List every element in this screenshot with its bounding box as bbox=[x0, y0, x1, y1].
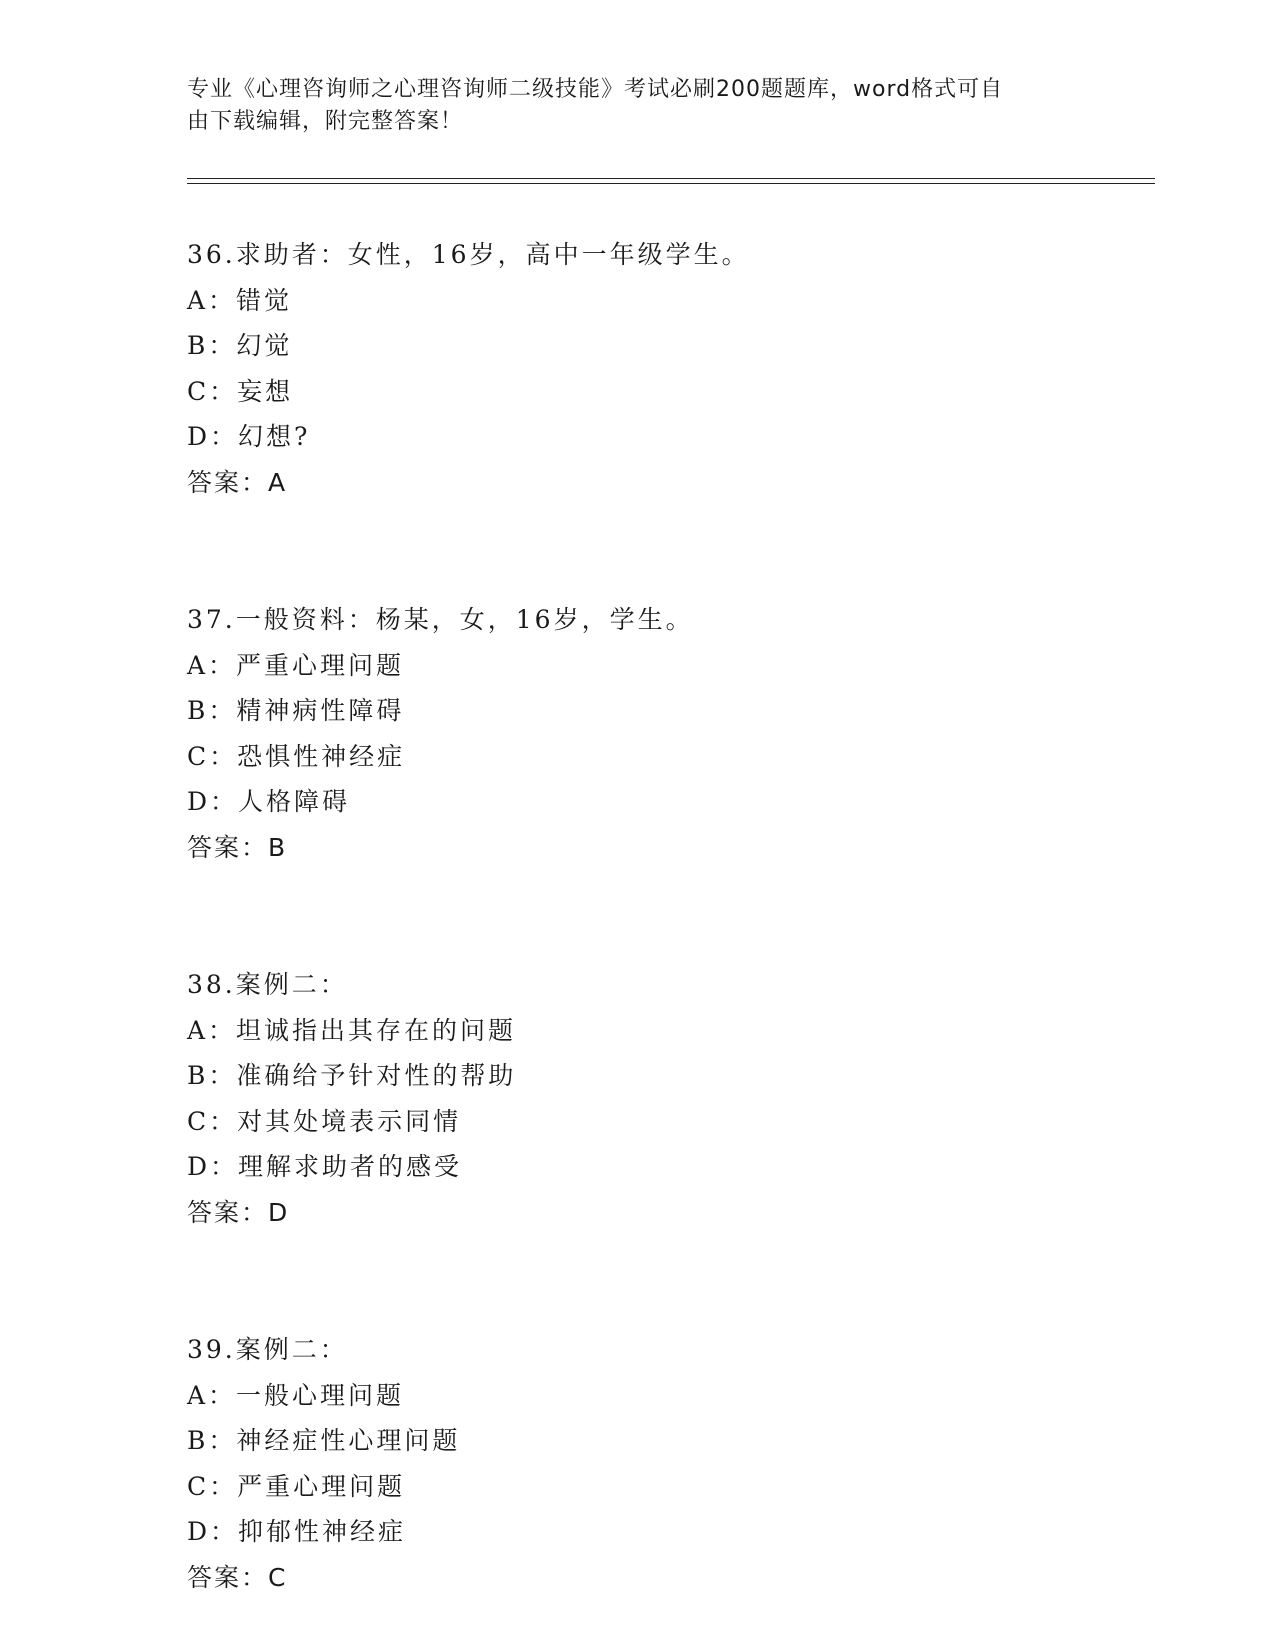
option-a: A：错觉 bbox=[187, 285, 293, 315]
header-line-2: 由下载编辑，附完整答案！ bbox=[187, 109, 464, 134]
option-b: B：准确给予针对性的帮助 bbox=[187, 1061, 517, 1090]
option-d: D：理解求助者的感受 bbox=[187, 1152, 463, 1181]
option-b: B：幻觉 bbox=[187, 331, 293, 360]
option-a: A：一般心理问题 bbox=[187, 1380, 405, 1410]
header-divider-bottom bbox=[187, 183, 1155, 184]
question-spacer bbox=[187, 870, 1147, 962]
question-37 bbox=[187, 597, 1147, 870]
option-b: B：精神病性障碍 bbox=[187, 696, 405, 725]
document-header bbox=[187, 74, 1067, 138]
answer-line: 答案：A bbox=[187, 467, 288, 497]
option-c: C：恐惧性神经症 bbox=[187, 741, 406, 771]
question-spacer bbox=[187, 1235, 1147, 1327]
question-36 bbox=[187, 232, 1147, 505]
question-38 bbox=[187, 962, 1147, 1235]
question-stem: 36.求助者：女性，16岁，高中一年级学生。 bbox=[187, 240, 750, 269]
answer-line: 答案：C bbox=[187, 1562, 288, 1592]
question-39 bbox=[187, 1327, 1147, 1600]
question-stem: 37.一般资料：杨某，女，16岁，学生。 bbox=[187, 605, 694, 634]
option-d: D：抑郁性神经症 bbox=[187, 1517, 407, 1546]
answer-line: 答案：D bbox=[187, 1197, 290, 1227]
option-c: C：对其处境表示同情 bbox=[187, 1106, 462, 1136]
question-stem: 39.案例二： bbox=[187, 1335, 348, 1364]
option-b: B：神经症性心理问题 bbox=[187, 1426, 461, 1455]
option-c: C：严重心理问题 bbox=[187, 1471, 406, 1501]
option-a: A：严重心理问题 bbox=[187, 650, 405, 680]
option-d: D：幻想? bbox=[187, 422, 311, 451]
option-d: D：人格障碍 bbox=[187, 787, 351, 816]
header-line-1: 专业《心理咨询师之心理咨询师二级技能》考试必刷200题题库，word格式可自 bbox=[187, 77, 1004, 102]
answer-line: 答案：B bbox=[187, 832, 288, 862]
question-spacer bbox=[187, 505, 1147, 597]
option-a: A：坦诚指出其存在的问题 bbox=[187, 1015, 517, 1045]
question-list bbox=[187, 232, 1147, 1600]
header-divider-top bbox=[187, 178, 1155, 179]
option-c: C：妄想 bbox=[187, 376, 294, 406]
question-stem: 38.案例二： bbox=[187, 970, 348, 999]
